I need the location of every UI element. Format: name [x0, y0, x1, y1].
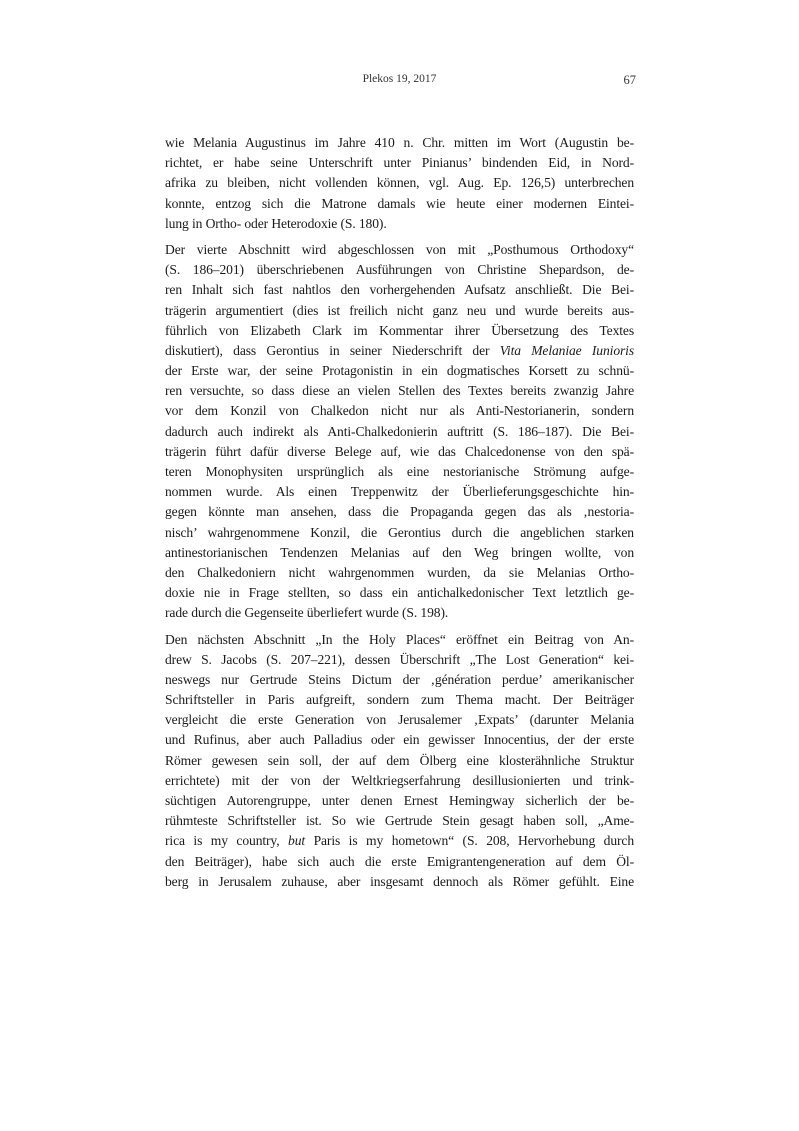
text-line: Schriftsteller in Paris aufgreift, sondern zum Thema macht. Der Beiträger [165, 692, 634, 708]
text-line: und Rufinus, aber auch Palladius oder ein gewisser Innocentius, der der erste [165, 732, 634, 748]
text-line: Römer gewesen sein soll, der auf dem Ölberg eine klosterähnliche Struktur [165, 752, 634, 768]
paragraph [165, 240, 634, 624]
text-line [165, 831, 634, 851]
text-line: den Chalkedoniern nicht wahrgenommen wurden, da sie Melanias Ortho- [165, 564, 634, 580]
text-line: lung in Ortho- oder Heterodoxie (S. 180). [165, 215, 387, 231]
text-line: antinestorianischen Tendenzen Melanias auf den Weg bringen wollte, von [165, 544, 634, 560]
text-segment: diskutiert), dass Gerontius in seiner Niederschrift der [165, 342, 500, 358]
text-line: doxie nie in Frage stellten, so dass ein antichalkedonischer Text letztlich ge- [165, 585, 634, 601]
text-line: der Erste war, der seine Protagonistin in ein dogmatisches Korsett zu schnü- [165, 363, 634, 379]
text-line: Den nächsten Abschnitt „In the Holy Places“ eröffnet ein Beitrag von An- [165, 631, 634, 647]
text-line: Der vierte Abschnitt wird abgeschlossen von mit „Posthumous Orthodoxy“ [165, 241, 634, 257]
text-line: dadurch auch indirekt als Anti-Chalkedonierin auftritt (S. 186–187). Die Bei- [165, 423, 634, 439]
text-line: richtet, er habe seine Unterschrift unter Pinianus’ bindenden Eid, in Nord- [165, 155, 634, 171]
text-line: trägerin führt dafür diverse Belege auf, wie das Chalcedonense von den spä- [165, 443, 634, 459]
paragraph [165, 133, 634, 234]
text-segment: Paris is my hometown“ (S. 208, Hervorhebung durch [305, 833, 634, 849]
text-line: wie Melania Augustinus im Jahre 410 n. Chr. mitten im Wort (Augustin be- [165, 135, 634, 150]
text-line: rühmteste Schriftsteller ist. So wie Gertrude Stein gesagt haben soll, „Ame- [165, 813, 634, 829]
text-line: vor dem Konzil von Chalkedon nicht nur als Anti-Nestorianerin, sondern [165, 403, 634, 419]
italic-text: but [288, 833, 306, 849]
paragraph [165, 630, 634, 892]
text-line: (S. 186–201) überschriebenen Ausführungen von Christine Shepardson, de- [165, 262, 634, 278]
text-line: führlich von Elizabeth Clark im Kommentar ihrer Übersetzung des Textes [165, 322, 634, 338]
text-line: konnte, entzog sich die Matrone damals wie heute einer modernen Eintei- [165, 195, 634, 211]
text-line: süchtigen Autorengruppe, unter denen Ernest Hemingway sicherlich der be- [165, 793, 634, 808]
text-line: drew S. Jacobs (S. 207–221), dessen Überschrift „The Lost Generation“ kei- [165, 651, 634, 667]
text-line: trägerin argumentiert (dies ist freilich nicht ganz neu und wurde bereits aus- [165, 302, 634, 318]
text-line: teren Monophysiten ursprünglich als eine nestorianische Strömung aufge- [165, 464, 634, 479]
body-text [165, 133, 634, 898]
italic-text: Vita Melaniae Iunioris [499, 342, 634, 358]
text-segment: rica is my country, [165, 833, 289, 849]
text-line: errichtete) mit der von der Weltkriegserfahrung desillusionierten und trink- [165, 772, 634, 788]
text-line: afrika zu bleiben, nicht vollenden können, vgl. Aug. Ep. 126,5) unterbrechen [165, 175, 634, 191]
text-line: rade durch die Gegenseite überliefert wurde (S. 198). [165, 605, 449, 621]
text-line [165, 341, 634, 361]
text-line: nommen wurde. Als einen Treppenwitz der Überlieferungsgeschichte hin- [165, 484, 634, 500]
text-line: gegen könnte man ansehen, dass die Propaganda gegen das als ‚nestoria- [165, 504, 634, 520]
page-number: 67 [623, 73, 636, 87]
text-line: nisch’ wahrgenommene Konzil, die Gerontius durch die angeblichen starken [165, 524, 634, 540]
text-line: den Beiträger), habe sich auch die erste Emigrantengeneration auf dem Öl- [165, 853, 634, 869]
text-line: berg in Jerusalem zuhause, aber insgesamt dennoch als Römer gefühlt. Eine [165, 873, 634, 889]
text-line: ren versuchte, so dass diese an vielen Stellen des Textes bereits zwanzig Jahre [165, 383, 634, 399]
text-line: neswegs nur Gertrude Steins Dictum der ‚génération perdue’ amerikanischer [165, 671, 634, 687]
running-header: Plekos 19, 2017 [362, 73, 437, 85]
text-line: ren Inhalt sich fast nahtlos den vorhergehenden Aufsatz anschließt. Die Bei- [165, 282, 634, 298]
text-line: vergleicht die erste Generation von Jerusalemer ‚Expats’ (darunter Melania [165, 712, 634, 728]
